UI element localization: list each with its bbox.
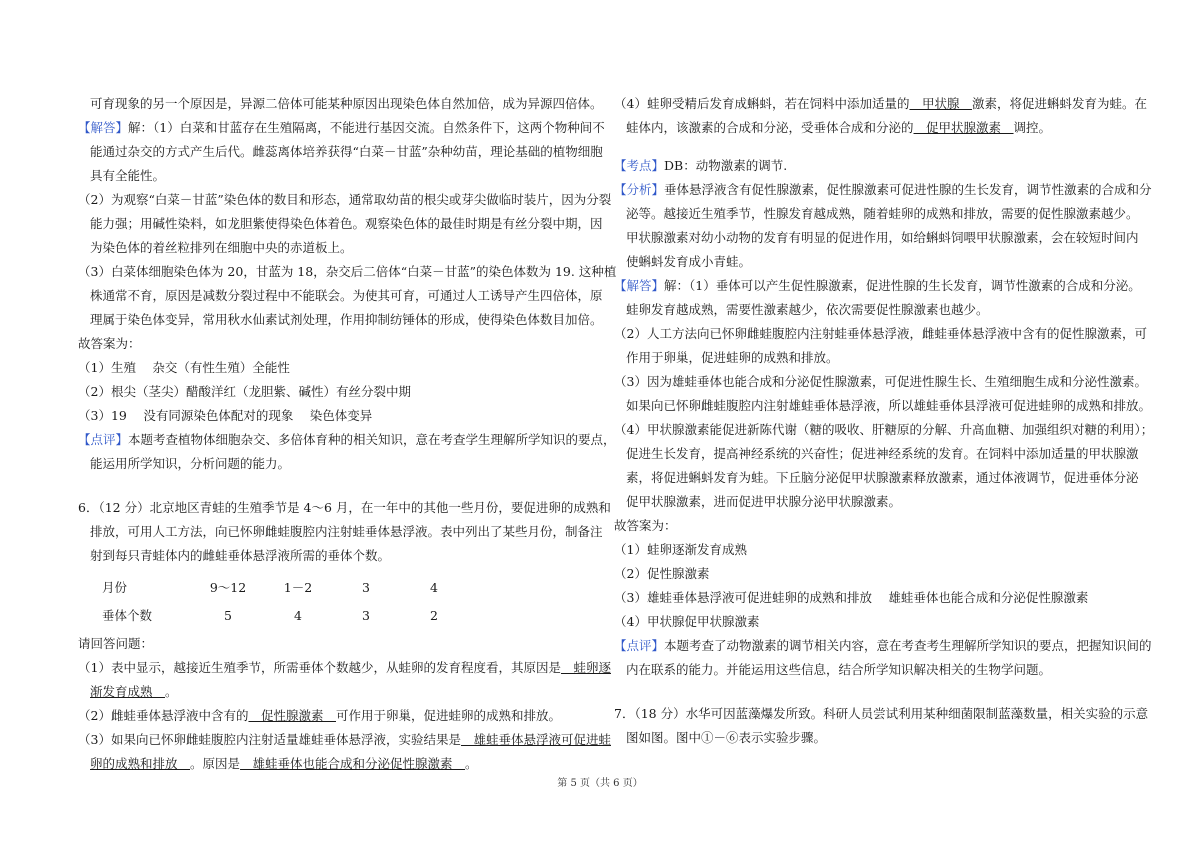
text-line: （3）白菜体细胞染色体为 20，甘蓝为 18，杂交后二倍体“白菜－甘蓝”的染色体数为 19. 这种植 xyxy=(78,264,617,279)
table-cell: 月份 xyxy=(102,580,128,595)
answer-blank: 甲状腺 xyxy=(909,96,972,111)
answer-blank: 雄蛙垂体悬浮液可促进蛙 xyxy=(460,732,611,747)
text-line: 促甲状腺激素，进而促进甲状腺分泌甲状腺激素。 xyxy=(626,494,902,509)
answer-blank: 蛙卵逐 xyxy=(560,660,611,675)
question-7: 7．（18 分）水华可因蓝藻爆发所致。科研人员尝试利用某种细菌限制蓝藻数量，相关实验的示意 xyxy=(614,706,1149,721)
sub-question-2 xyxy=(78,704,592,728)
text: （2）雌蛙垂体悬浮液中含有的 xyxy=(78,708,249,723)
text-line: 为染色体的着丝粒排列在细胞中央的赤道板上。 xyxy=(90,240,353,255)
text: 。 xyxy=(465,756,478,771)
table-cell: 4 xyxy=(430,580,438,595)
text: 蛙体内，该激素的合成和分泌，受垂体合成和分泌的 xyxy=(626,120,914,135)
text: （1）表中显示，越接近生殖季节，所需垂体个数越少，从蛙卵的发育程度看，其原因是 xyxy=(78,660,561,675)
jieda-tag: 【解答】 xyxy=(614,278,665,293)
text-line: （2）为观察“白菜－甘蓝”染色体的数目和形态，通常取幼苗的根尖或芽尖做临时装片，因为分裂 xyxy=(78,192,612,207)
sub-question-4 xyxy=(614,92,1147,116)
dianping-tag: 【点评】 xyxy=(614,638,665,653)
data-table xyxy=(78,574,592,630)
answer-blank: 雄蛙垂体也能合成和分泌促性腺激素 xyxy=(240,756,466,771)
answer-line: （4）甲状腺促甲状腺激素 xyxy=(614,614,760,629)
text: DB：动物激素的调节. xyxy=(664,158,788,173)
fenxi-line xyxy=(614,178,1152,202)
text: 垂体悬浮液含有促性腺激素，促性腺激素可促进性腺的生长发育，调节性激素的合成和分 xyxy=(664,182,1152,197)
page-footer: 第 5 页（共 6 页） xyxy=(557,778,643,789)
sub-question-1 xyxy=(78,656,611,680)
text-line: （4）甲状腺激素能促进新陈代谢（糖的吸收、肝糖原的分解、升高血糖、加强组织对糖的利用）； xyxy=(614,422,1154,437)
text-line xyxy=(614,116,1130,140)
answers-title: 故答案为： xyxy=(614,518,677,533)
question-6: 6．（12 分）北京地区青蛙的生殖季节是 4～6 月，在一年中的其他一些月份，要促进卵的成熟和 xyxy=(78,500,611,515)
text-line: 作用于卵巢，促进蛙卵的成熟和排放。 xyxy=(626,350,839,365)
table-cell: 2 xyxy=(430,608,438,623)
answer-line: （2）根尖（茎尖）醋酸洋红（龙胆紫、碱性）有丝分裂中期 xyxy=(78,384,411,399)
text: 。原因是 xyxy=(190,756,241,771)
dianping-line xyxy=(78,428,616,452)
text: 解：（1）垂体可以产生促性腺激素，促进性腺的生长发育，调节性激素的合成和分泌。 xyxy=(664,278,1141,293)
text-line: （3）因为雄蛙垂体也能合成和分泌促性腺激素，可促进性腺生长、生殖细胞生成和分泌性激素。 xyxy=(614,374,1147,389)
text: 。 xyxy=(165,684,178,699)
text: 本题考查植物体细胞杂交、多倍体育种的相关知识，意在考查学生理解所学知识的要点， xyxy=(128,432,616,447)
text-line: 具有全能性。 xyxy=(90,168,166,183)
text-line xyxy=(78,752,592,776)
text-line: 能运用所学知识，分析问题的能力。 xyxy=(90,456,291,471)
table-cell: 9～12 xyxy=(209,580,247,595)
kaodian-line xyxy=(614,154,1130,178)
answer-blank: 卵的成熟和排放 xyxy=(90,756,191,771)
answer-blank: 促性腺激素 xyxy=(248,708,336,723)
answer-blank: 促甲状腺激素 xyxy=(913,120,1014,135)
text-line xyxy=(78,680,592,704)
dianping-line xyxy=(614,634,1152,658)
text-line: 使蝌蚪发育成小青蛙。 xyxy=(626,254,752,269)
table-cell: 3 xyxy=(362,580,370,595)
table-cell: 垂体个数 xyxy=(102,608,153,623)
answer-line: （3）雄蛙垂体悬浮液可促进蛙卵的成熟和排放 雄蛙垂体也能合成和分泌促性腺激素 xyxy=(614,590,1089,605)
text: （3）如果向已怀卵雌蛙腹腔内注射适量雄蛙垂体悬浮液，实验结果是 xyxy=(78,732,461,747)
text-line: 素，将促进蝌蚪发育为蛙。下丘脑分泌促甲状腺激素释放激素，通过体液调节，促进垂体分泌 xyxy=(626,470,1139,485)
jieda-line xyxy=(78,116,605,140)
right-column xyxy=(614,92,1154,750)
text-line: 促进生长发育，提高神经系统的兴奋性；促进神经系统的发育。在饲料中添加适量的甲状腺激 xyxy=(626,446,1139,461)
jieda-line xyxy=(614,274,1141,298)
answer-line: （1）生殖 杂交（有性生殖）全能性 xyxy=(78,360,290,375)
answer-line: （1）蛙卵逐渐发育成熟 xyxy=(614,542,747,557)
table-header-row xyxy=(78,574,592,602)
text-line: 甲状腺激素对幼小动物的发育有明显的促进作用，如给蝌蚪饲喂甲状腺激素，会在较短时间内 xyxy=(626,230,1139,245)
table-cell: 1－2 xyxy=(283,580,313,595)
text: 可作用于卵巢，促进蛙卵的成熟和排放。 xyxy=(335,708,561,723)
text-line: 可育现象的另一个原因是，异源二倍体可能某种原因出现染色体自然加倍，成为异源四倍体。 xyxy=(90,96,603,111)
text: 调控。 xyxy=(1013,120,1052,135)
text-line: 能通过杂交的方式产生后代。雌蕊离体培养获得“白菜－甘蓝”杂种幼苗，理论基础的植物细胞 xyxy=(90,144,603,159)
text: 激素，将促进蝌蚪发育为蛙。在 xyxy=(971,96,1147,111)
table-cell: 5 xyxy=(224,608,232,623)
text-line: 射到每只青蛙体内的雌蛙垂体悬浮液所需的垂体个数。 xyxy=(90,548,391,563)
sub-question-3 xyxy=(78,728,611,752)
text-line: 排放，可用人工方法，向已怀卵雌蛙腹腔内注射蛙垂体悬浮液。表中列出了某些月份，制备注 xyxy=(90,524,603,539)
text: （4）蛙卵受精后发育成蝌蚪，若在饲料中添加适量的 xyxy=(614,96,910,111)
text: 解：（1）白菜和甘蓝存在生殖隔离，不能进行基因交流。自然条件下，这两个物种间不 xyxy=(128,120,605,135)
answer-line: （2）促性腺激素 xyxy=(614,566,710,581)
text: 本题考查了动物激素的调节相关内容，意在考查考生理解所学知识的要点，把握知识间的 xyxy=(664,638,1152,653)
text-line: 泌等。越接近生殖季节，性腺发育越成熟，随着蛙卵的成熟和排放，需要的促性腺激素越少。 xyxy=(626,206,1139,221)
answer-blank: 渐发育成熟 xyxy=(90,684,166,699)
text-line: 内在联系的能力。并能运用这些信息，结合所学知识解决相关的生物学问题。 xyxy=(626,662,1052,677)
text-line: （2）人工方法向已怀卵雌蛙腹腔内注射蛙垂体悬浮液，雌蛙垂体悬浮液中含有的促性腺激素，可 xyxy=(614,326,1147,341)
jieda-tag: 【解答】 xyxy=(78,120,129,135)
text-line: 株通常不育，原因是减数分裂过程中不能联会。为使其可育，可通过人工诱导产生四倍体，原 xyxy=(90,288,603,303)
answers-title: 故答案为： xyxy=(78,336,141,351)
qa-title: 请回答问题： xyxy=(78,636,154,651)
answer-line: （3）19 没有同源染色体配对的现象 染色体变异 xyxy=(78,408,373,423)
text-line: 能力强；用碱性染料，如龙胆紫使得染色体着色。观察染色体的最佳时期是有丝分裂中期，因 xyxy=(90,216,603,231)
text-line: 理属于染色体变异，常用秋水仙素试剂处理，作用抑制纺锤体的形成，使得染色体数目加倍。 xyxy=(90,312,603,327)
table-row xyxy=(78,602,592,630)
text-line: 如果向已怀卵雌蛙腹腔内注射雄蛙垂体悬浮液，所以雄蛙垂体县浮液可促进蛙卵的成熟和排放。 xyxy=(626,398,1152,413)
kaodian-tag: 【考点】 xyxy=(614,158,665,173)
fenxi-tag: 【分析】 xyxy=(614,182,665,197)
dianping-tag: 【点评】 xyxy=(78,432,129,447)
table-cell: 3 xyxy=(362,608,370,623)
text-line: 蛙卵发育越成熟，需要性激素越少，依次需要促性腺激素也越少。 xyxy=(626,302,989,317)
left-column xyxy=(78,92,617,776)
text-line: 图如图。图中①－⑥表示实验步骤。 xyxy=(626,730,827,745)
table-cell: 4 xyxy=(294,608,302,623)
